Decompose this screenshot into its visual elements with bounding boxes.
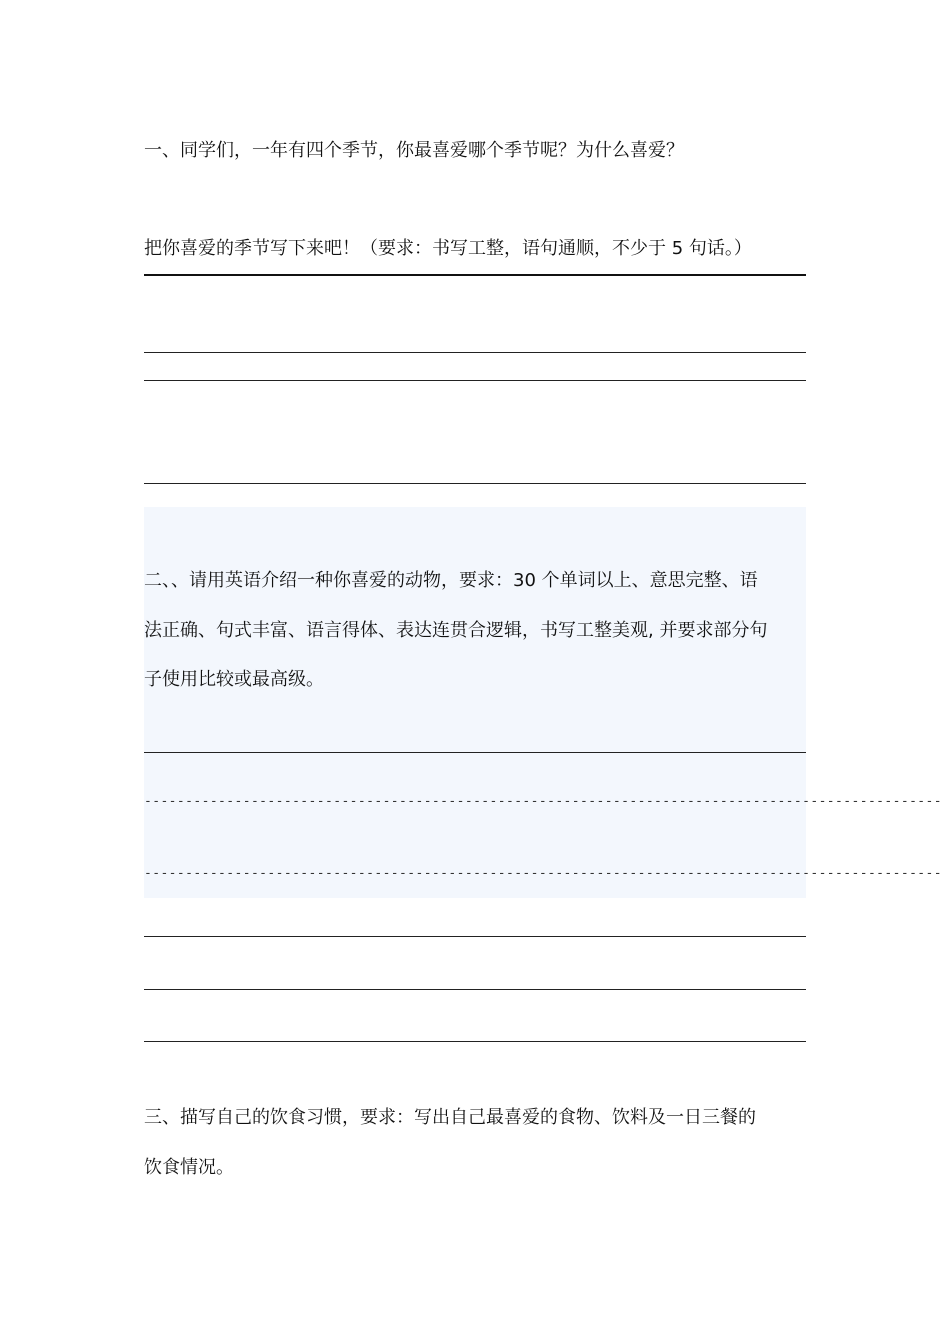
writing-line-7 bbox=[144, 989, 806, 990]
section2-shaded-block bbox=[144, 507, 942, 898]
writing-line-2 bbox=[144, 352, 806, 353]
writing-line-3 bbox=[144, 380, 806, 381]
section3-line-1: 三、描写自己的饮食习惯，要求：写出自己最喜爱的食物、饮料及一日三餐的 bbox=[144, 1107, 756, 1128]
dashed-writing-line-2: ------------------------------------------------------------------------------------------------- bbox=[144, 866, 942, 881]
section2-line-2: 法正确、句式丰富、语言得体、表达连贯合逻辑，书写工整美观, 并要求部分句 bbox=[144, 620, 768, 641]
writing-line-5 bbox=[144, 752, 806, 753]
writing-line-8 bbox=[144, 1041, 806, 1042]
dashed-writing-line-1: ------------------------------------------------------------------------------------------------- bbox=[144, 794, 942, 809]
section1-question: 一、同学们，一年有四个季节，你最喜爱哪个季节呢？为什么喜爱？ bbox=[144, 140, 684, 161]
section2-line-3: 子使用比较或最高级。 bbox=[144, 669, 324, 690]
section3-line-2: 饮食情况。 bbox=[144, 1157, 234, 1178]
section2-line-1: 二、、请用英语介绍一种你喜爱的动物，要求：30 个单词以上、意思完整、语 bbox=[144, 570, 758, 591]
writing-line-4 bbox=[144, 483, 806, 484]
writing-line-6 bbox=[144, 936, 806, 937]
writing-line-1 bbox=[144, 274, 806, 276]
section1-instruction: 把你喜爱的季节写下来吧！（要求：书写工整，语句通顺，不少于 5 句话。） bbox=[144, 238, 752, 259]
